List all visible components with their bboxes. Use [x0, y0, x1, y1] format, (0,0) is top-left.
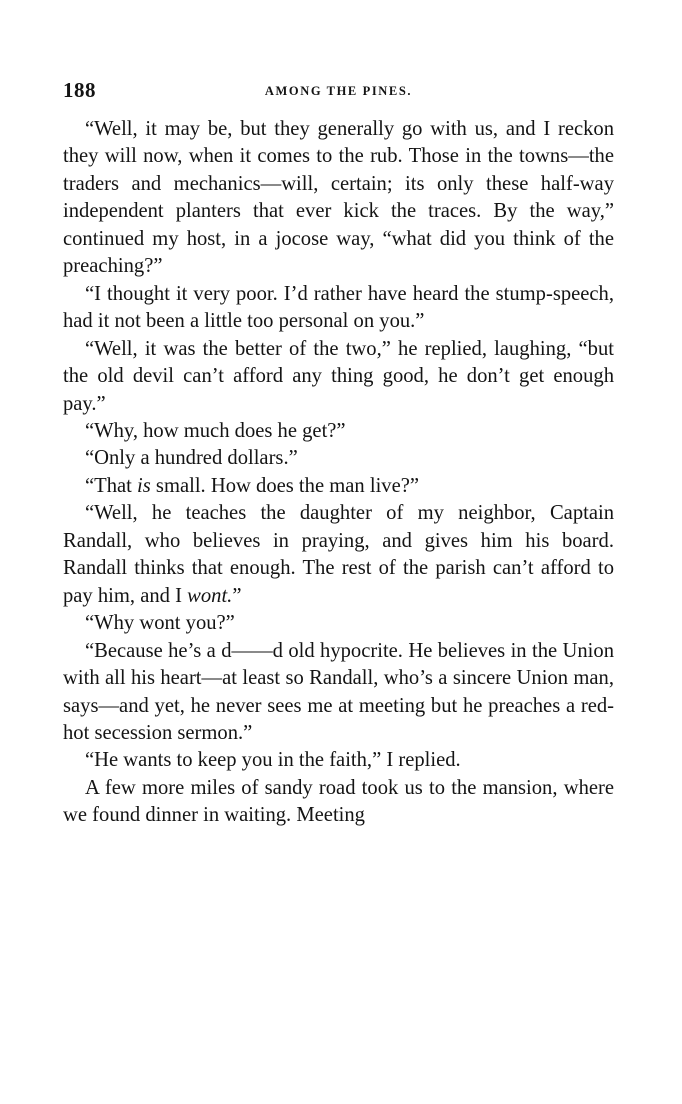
paragraph-text: small. How does the man live?”: [150, 474, 420, 497]
paragraph: [63, 473, 614, 500]
paragraph: “I thought it very poor. I’d rather have heard the stump-speech, had it not been a little too personal on you.”: [63, 282, 614, 333]
paragraph: “Well, it may be, but they generally go with us, and I reckon they will now, when it comes to the rub. Those in the towns—the traders and mechanics—will, certain; its only these half-way independent planters that ever kick the traces. By the way,” continued my host, in a jocose way, “what did you think of the preaching?”: [63, 118, 614, 278]
running-head: AMONG THE PINES.: [264, 84, 413, 98]
emphasized-word: is: [137, 474, 151, 497]
book-page: [63, 78, 614, 830]
page-header: [63, 78, 614, 116]
paragraph: “Because he’s a d——d old hypocrite. He believes in the Union with all his heart—at least so Randall, who’s a sincere Union man, says—and yet, he never sees me at meeting but he preaches a red-hot secession sermon.”: [63, 639, 614, 744]
paragraph: A few more miles of sandy road took us to the mansion, where we found dinner in waiting. Meeting: [63, 776, 614, 827]
paragraph: “Well, it was the better of the two,” he replied, laughing, “but the old devil can’t afford any thing good, he don’t get enough pay.”: [63, 337, 614, 415]
paragraph-text: “Well, he teaches the daughter of my neighbor, Captain Randall, who believes in praying, and gives him his board. Randall thinks that enough. The rest of the parish can’t afford to pay him, and I: [63, 502, 614, 607]
body-text: [63, 116, 614, 830]
paragraph-text: “That: [85, 474, 138, 497]
page-number: 188: [63, 78, 96, 102]
paragraph: “Only a hundred dollars.”: [85, 447, 298, 470]
paragraph: “Why wont you?”: [85, 612, 235, 635]
paragraph: “He wants to keep you in the faith,” I replied.: [85, 749, 461, 772]
paragraph-text: ”: [232, 584, 242, 607]
emphasized-word: wont.: [187, 584, 233, 607]
paragraph: “Why, how much does he get?”: [85, 419, 346, 442]
paragraph: [63, 500, 614, 610]
